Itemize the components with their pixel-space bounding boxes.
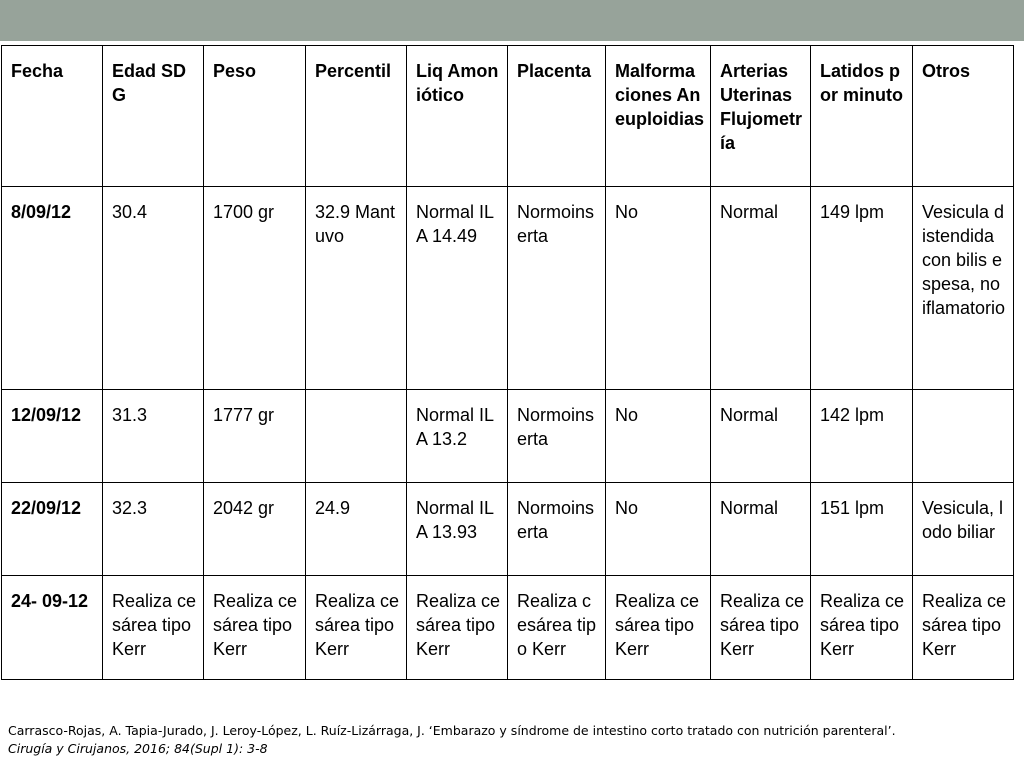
table-cell: 1777 gr: [204, 390, 306, 483]
table-cell: 24.9: [306, 483, 407, 576]
header-cell-peso: Peso: [204, 46, 306, 187]
table-cell: 32.3: [103, 483, 204, 576]
table-cell: Realiza cesárea tipo Kerr: [711, 576, 811, 680]
citation-authors-title: Carrasco-Rojas, A. Tapia-Jurado, J. Leroy-López, L. Ruíz-Lizárraga, J. ‘Embarazo y síndrome de intestino corto tratado con nutrición parenteral’.: [8, 723, 896, 738]
table-cell: Realiza cesárea tipo Kerr: [407, 576, 508, 680]
table-cell: Normoinserta: [508, 390, 606, 483]
table-row: [2, 576, 1014, 680]
table-cell: 2042 gr: [204, 483, 306, 576]
table-cell: Normoinserta: [508, 187, 606, 390]
table-row: [2, 483, 1014, 576]
table-header-row: [2, 46, 1014, 187]
date-cell: 22/09/12: [2, 483, 103, 576]
header-cell-arterias-uterinas: Arterias Uterinas Flujometría: [711, 46, 811, 187]
table-cell: 30.4: [103, 187, 204, 390]
header-cell-malformaciones: Malformaciones Aneuploidias: [606, 46, 711, 187]
table-cell: 149 lpm: [811, 187, 913, 390]
table-cell: 31.3: [103, 390, 204, 483]
table-cell: Vesicula, lodo biliar: [913, 483, 1014, 576]
table-cell: Normal ILA 14.49: [407, 187, 508, 390]
table-cell: Normal ILA 13.2: [407, 390, 508, 483]
table-cell: Realiza cesárea tipo Kerr: [103, 576, 204, 680]
table-cell: [306, 390, 407, 483]
table-cell: Vesicula distendida con bilis espesa, no iflamatorio: [913, 187, 1014, 390]
date-cell: 8/09/12: [2, 187, 103, 390]
table-cell: Normal: [711, 390, 811, 483]
table-cell: Realiza cesárea tipo Kerr: [811, 576, 913, 680]
date-cell: 12/09/12: [2, 390, 103, 483]
table-cell: No: [606, 390, 711, 483]
header-cell-latidos: Latidos por minuto: [811, 46, 913, 187]
pregnancy-followup-table: [1, 45, 1014, 680]
table-cell: Realiza cesárea tipo Kerr: [606, 576, 711, 680]
table-cell: Normal: [711, 187, 811, 390]
date-cell: 24- 09-12: [2, 576, 103, 680]
table-cell: Realiza cesárea tipo Kerr: [913, 576, 1014, 680]
header-cell-otros: Otros: [913, 46, 1014, 187]
table-cell: Normal: [711, 483, 811, 576]
header-cell-fecha: Fecha: [2, 46, 103, 187]
reference-citation: [8, 722, 1008, 758]
table-cell: No: [606, 483, 711, 576]
header-cell-percentil: Percentil: [306, 46, 407, 187]
table-cell: 1700 gr: [204, 187, 306, 390]
table-cell: 151 lpm: [811, 483, 913, 576]
table-row: [2, 390, 1014, 483]
header-cell-placenta: Placenta: [508, 46, 606, 187]
table-cell: 32.9 Mantuvo: [306, 187, 407, 390]
table-cell: Realiza cesárea tipo Kerr: [508, 576, 606, 680]
header-cell-edad-sdg: Edad SDG: [103, 46, 204, 187]
header-cell-liq-amniotico: Liq Amoniótico: [407, 46, 508, 187]
table-cell: 142 lpm: [811, 390, 913, 483]
table-cell: No: [606, 187, 711, 390]
table-row: [2, 187, 1014, 390]
slide-header-bar: [0, 0, 1024, 41]
table-cell: [913, 390, 1014, 483]
table-cell: Realiza cesárea tipo Kerr: [204, 576, 306, 680]
table-cell: Realiza cesárea tipo Kerr: [306, 576, 407, 680]
citation-journal: Cirugía y Cirujanos, 2016; 84(Supl 1): 3-8: [8, 741, 268, 756]
table-cell: Normoinserta: [508, 483, 606, 576]
table-cell: Normal ILA 13.93: [407, 483, 508, 576]
